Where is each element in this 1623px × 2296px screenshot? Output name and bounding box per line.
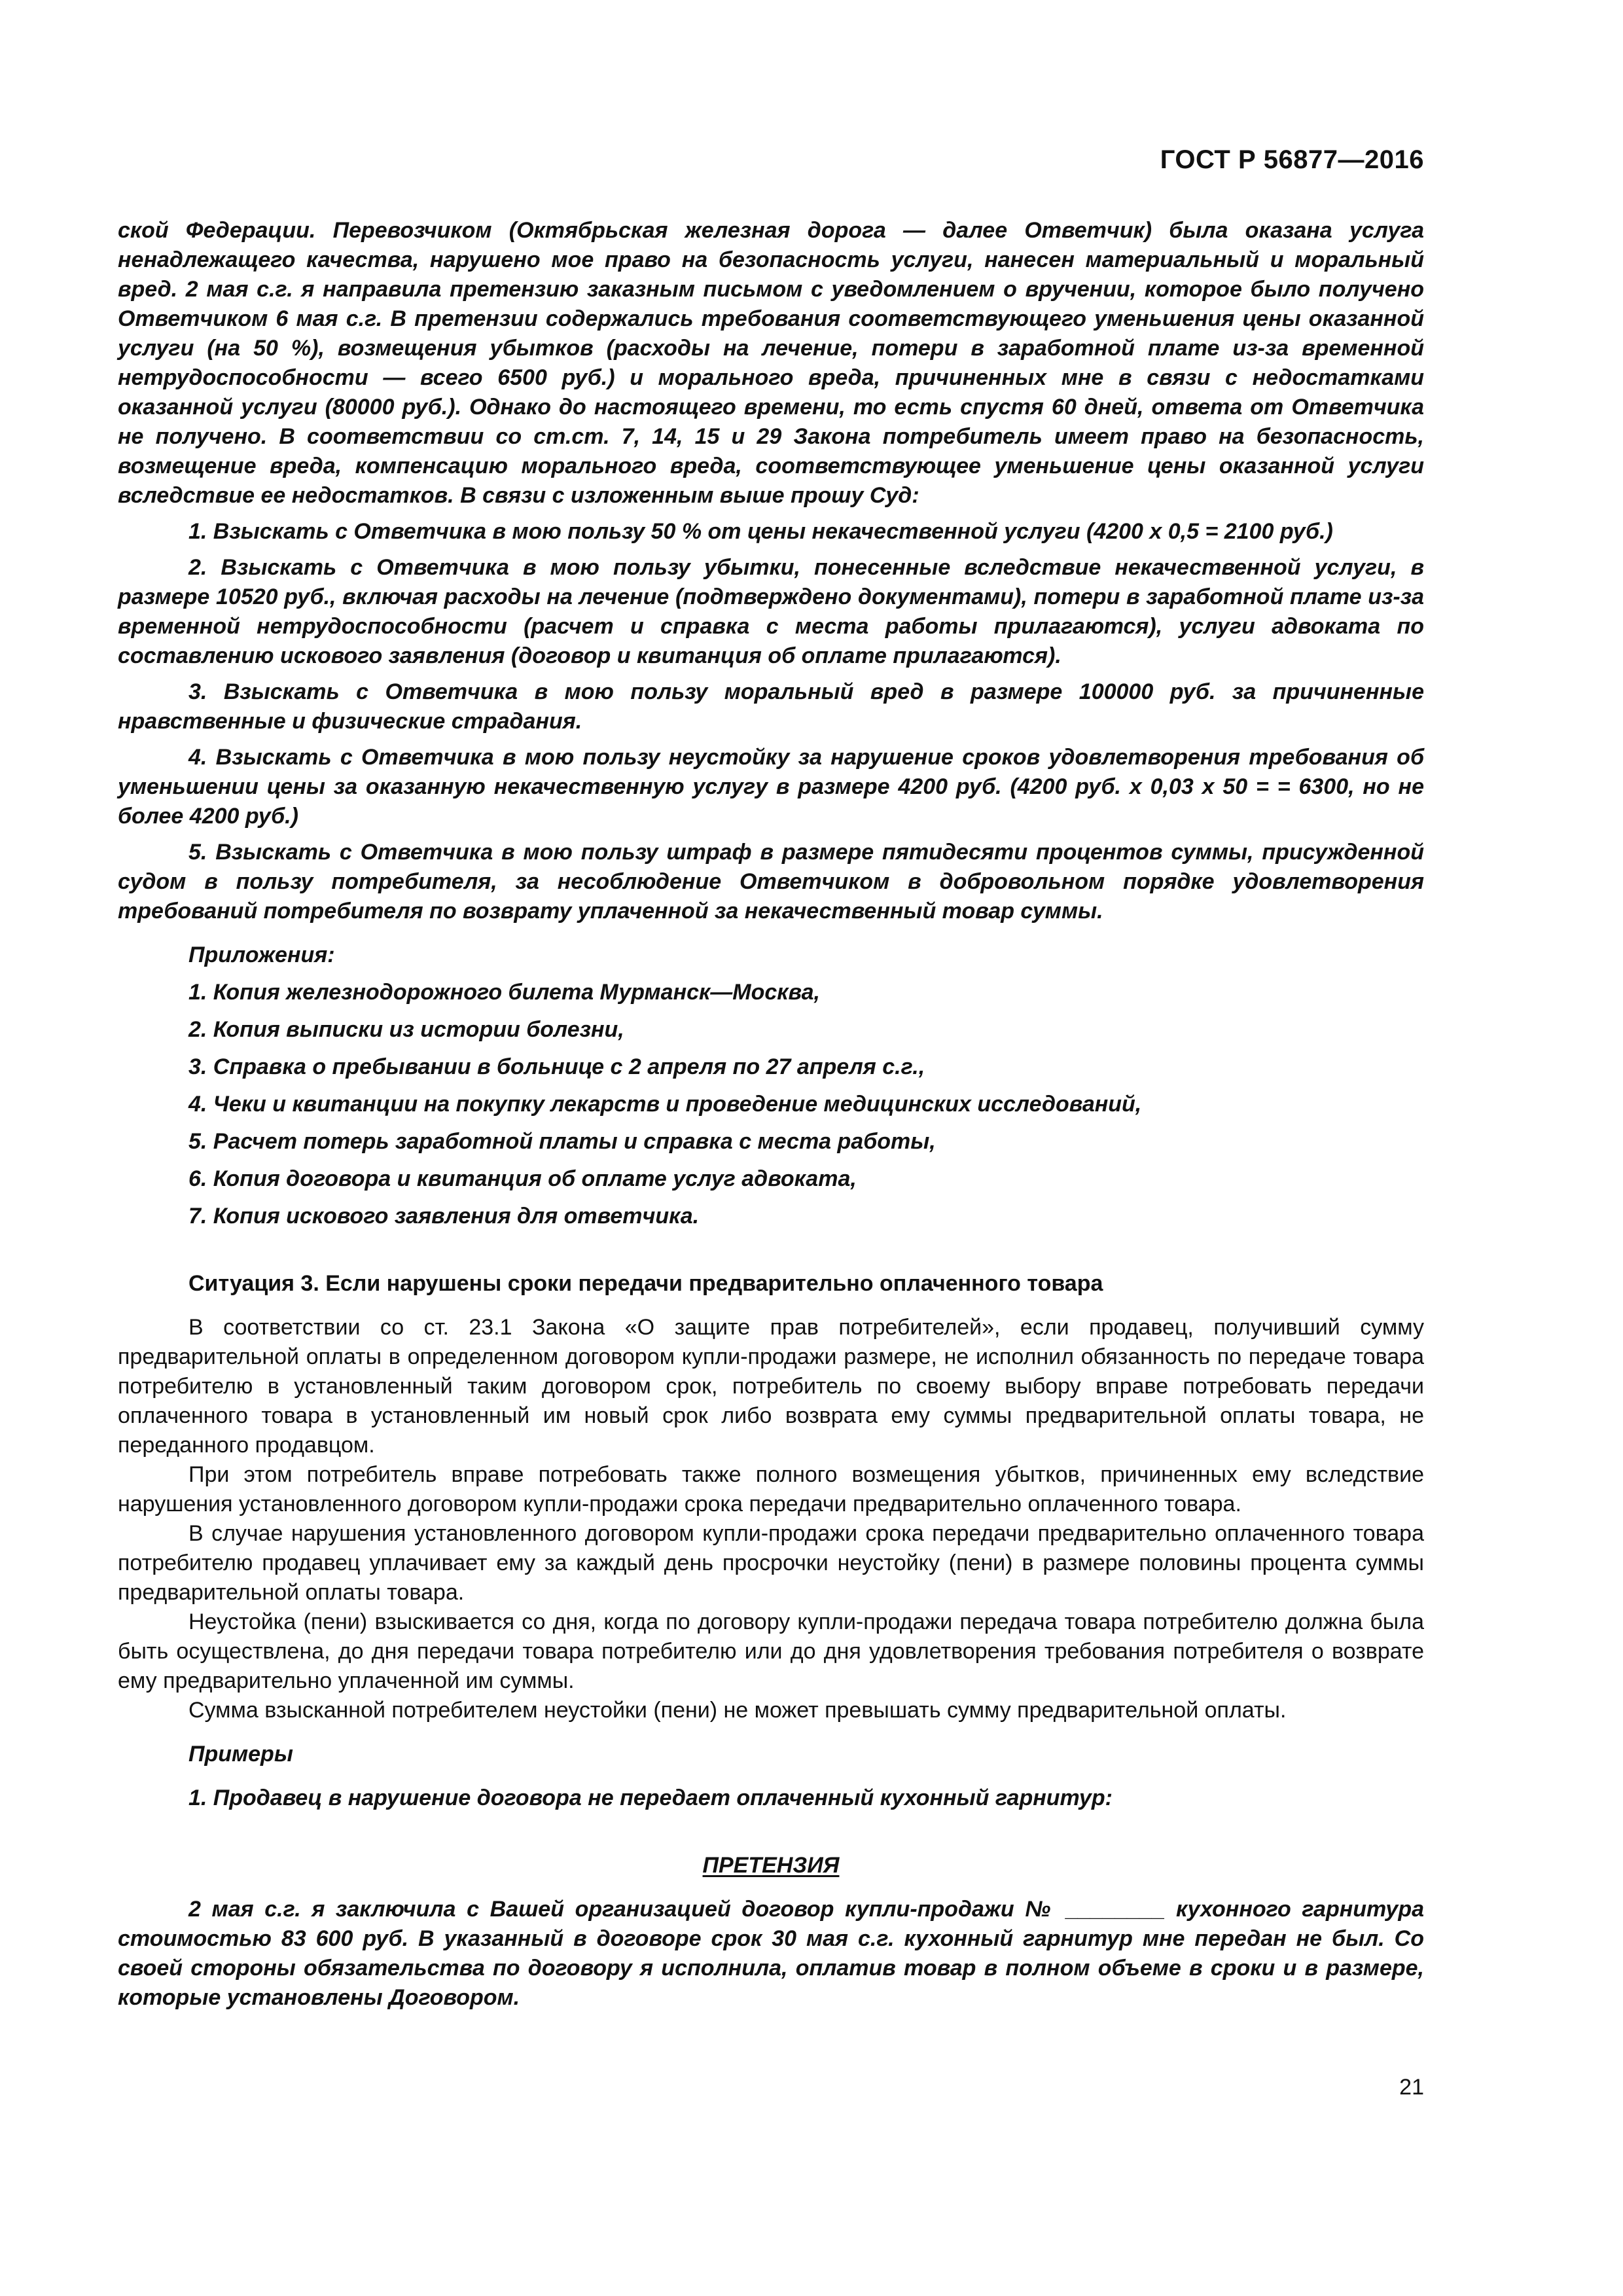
situation-3-paragraph-2: При этом потребитель вправе потребовать также полного возмещения убытков, причиненных ему вследствие нарушения установленного договором купли-продажи срока передачи предварительно оплаченного товара. xyxy=(118,1462,1424,1516)
claim-text: 2 мая с.г. я заключила с Вашей организацией договор купли-продажи № ________ кухонного гарнитура стоимостью 83 600 руб. В указанный в договоре срок 30 мая с.г. кухонный гарнитур мне передан не был. Со своей стороны обязательства по договору я исполнила, оплатив товар в полном объеме в сроки и в размере, которые установлены Договором. xyxy=(118,1897,1424,2010)
page-content xyxy=(118,216,1424,2013)
claim-body-text: ской Федерации. Перевозчиком (Октябрьская железная дорога — далее Ответчик) была оказана услуга ненадлежащего качества, нарушено мое право на безопасность услуги, нанесен материальный и моральный вред. 2 мая с.г. я направила претензию заказным письмом с уведомлением о вручении, которое было получено Ответчиком 6 мая с.г. В претензии содержались требования соответствующего уменьшения цены оказанной услуги (на 50 %), возмещения убытков (расходы на лечение, потери в заработной плате из-за временной нетрудоспособности — всего 6500 руб.) и морального вреда, причиненных мне в связи с недостатками оказанной услуги (80000 руб.). Однако до настоящего времени, то есть спустя 60 дней, ответа от Ответчика не получено. В соответствии со ст.ст. 7, 14, 15 и 29 Закона потребитель имеет право на безопасность, возмещение вреда, компенсацию морального вреда, соответствующее уменьшение цены оказанной услуги вследствие ее недостатков. В связи с изложенным выше прошу Суд: xyxy=(118,218,1424,508)
demand-item-2: 2. Взыскать с Ответчика в мою пользу убытки, понесенные вследствие некачественной услуги, в размере 10520 руб., включая расходы на лечение (подтверждено документами), потери в заработной плате из-за временной нетрудоспособности (расчет и справка с места работы прилагаются), услуги адвоката по составлению искового заявления (договор и квитанция об оплате прилагаются). xyxy=(118,555,1424,668)
attachment-item-3: 3. Справка о пребывании в больнице с 2 апреля по 27 апреля с.г., xyxy=(188,1054,925,1079)
demand-item-5: 5. Взыскать с Ответчика в мою пользу штраф в размере пятидесяти процентов суммы, присужденной судом в пользу потребителя, за несоблюдение Ответчиком в добровольном порядке удовлетворения требований потребителя по возврату уплаченной за некачественный товар суммы. xyxy=(118,840,1424,924)
situation-3-paragraph-1: В соответствии со ст. 23.1 Закона «О защите прав потребителей», если продавец, получивший сумму предварительной оплаты в определенном договором купли-продажи размере, не исполнил обязанность по передаче товара потребителю в установленный таким договором срок, потребитель по своему выбору вправе потребовать передачи оплаченного товара в установленный им новый срок либо возврата ему суммы предварительной оплаты товара, не переданного продавцом. xyxy=(118,1315,1424,1458)
demand-item-1: 1. Взыскать с Ответчика в мою пользу 50 % от цены некачественной услуги (4200 х 0,5 = 2100 руб.) xyxy=(188,519,1333,544)
example-1-title: 1. Продавец в нарушение договора не передает оплаченный кухонный гарнитур: xyxy=(188,1785,1113,1810)
attachment-item-6: 6. Копия договора и квитанция об оплате услуг адвоката, xyxy=(188,1166,857,1191)
situation-3-paragraph-4: Неустойка (пени) взыскивается со дня, когда по договору купли-продажи передача товара потребителю должна была быть осуществлена, до дня передачи товара потребителю или до дня удовлетворения требования потребителя о возврате ему предварительно уплаченной им суммы. xyxy=(118,1609,1424,1693)
demand-item-3: 3. Взыскать с Ответчика в мою пользу моральный вред в размере 100000 руб. за причиненные нравственные и физические страдания. xyxy=(118,679,1424,734)
claim-title: ПРЕТЕНЗИЯ xyxy=(702,1853,840,1878)
attachment-item-7: 7. Копия искового заявления для ответчика. xyxy=(188,1204,700,1229)
attachment-item-4: 4. Чеки и квитанции на покупку лекарств и проведение медицинских исследований, xyxy=(188,1092,1142,1117)
attachments-title: Приложения: xyxy=(188,942,335,967)
attachment-item-1: 1. Копия железнодорожного билета Мурманск—Москва, xyxy=(188,980,820,1005)
standard-code: ГОСТ Р 56877—2016 xyxy=(1160,145,1424,174)
document-page xyxy=(118,0,1424,2296)
attachment-item-5: 5. Расчет потерь заработной платы и справка с места работы, xyxy=(188,1129,936,1154)
examples-title: Примеры xyxy=(188,1742,293,1767)
attachment-item-2: 2. Копия выписки из истории болезни, xyxy=(188,1017,624,1042)
demand-item-4: 4. Взыскать с Ответчика в мою пользу неустойку за нарушение сроков удовлетворения требования об уменьшении цены за оказанную некачественную услугу в размере 4200 руб. (4200 руб. х 0,03 х 50 = = 6300, но не более 4200 руб.) xyxy=(118,745,1424,829)
page-number: 21 xyxy=(1399,2075,1424,2100)
situation-3-paragraph-3: В случае нарушения установленного договором купли-продажи срока передачи предварительно оплаченного товара потребителю продавец уплачивает ему за каждый день просрочки неустойку (пени) в размере половины процента суммы предварительной оплаты товара. xyxy=(118,1521,1424,1605)
situation-3-heading: Ситуация 3. Если нарушены сроки передачи предварительно оплаченного товара xyxy=(188,1271,1103,1296)
situation-3-paragraph-5: Сумма взысканной потребителем неустойки (пени) не может превышать сумму предварительной оплаты. xyxy=(188,1698,1287,1723)
